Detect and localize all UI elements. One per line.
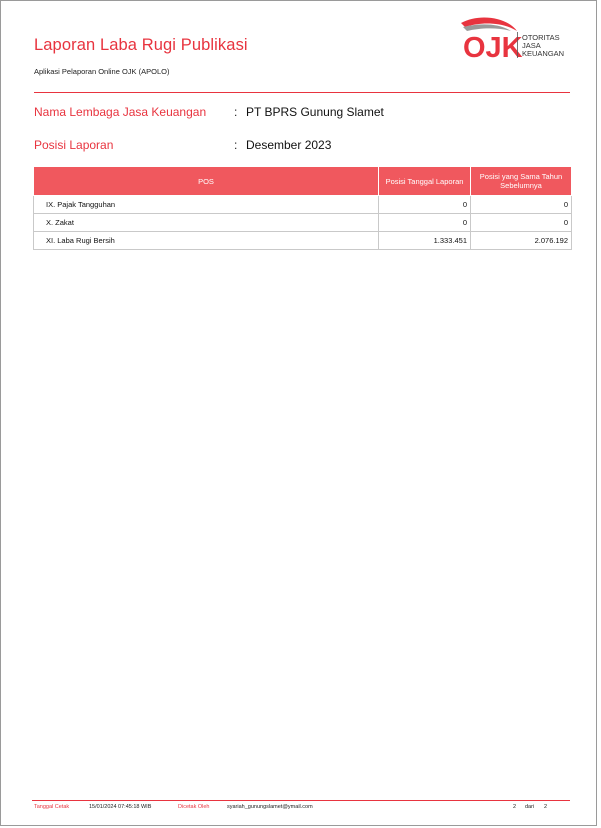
ojk-logo-line-1: OTORITAS: [522, 33, 560, 42]
table-row: [34, 214, 572, 232]
income-statement-table: [33, 166, 572, 250]
page-number-current: 2: [513, 804, 517, 810]
institution-name-value: PT BPRS Gunung Slamet: [246, 105, 384, 119]
institution-name-label: Nama Lembaga Jasa Keuangan: [34, 105, 207, 119]
ojk-logo-mark: OJK: [463, 32, 523, 63]
column-header-previous: Posisi yang Sama Tahun Sebelumnya: [471, 167, 572, 196]
column-header-pos: POS: [34, 167, 379, 196]
ojk-logo-line-3: KEUANGAN: [522, 49, 565, 58]
print-date-value: 15/01/2024 07:45:18 WIB: [89, 804, 152, 810]
page-number-separator: dari: [525, 804, 535, 810]
report-position-value: Desember 2023: [246, 138, 332, 152]
report-subtitle: Aplikasi Pelaporan Online OJK (APOLO): [34, 67, 170, 76]
header-divider: [34, 92, 570, 93]
row-current-value: 0: [379, 214, 471, 232]
report-position-label: Posisi Laporan: [34, 138, 114, 152]
row-pos-name: IX. Pajak Tangguhan: [34, 196, 379, 214]
row-pos-name: X. Zakat: [34, 214, 379, 232]
ojk-logo-line-2: JASA: [522, 41, 541, 50]
table-row: [34, 232, 572, 250]
row-previous-value: 2.076.192: [471, 232, 572, 250]
row-previous-value: 0: [471, 214, 572, 232]
report-position-colon: :: [234, 138, 238, 152]
institution-name-colon: :: [234, 105, 238, 119]
print-date-label: Tanggal Cetak: [34, 804, 70, 810]
page-number-total: 2: [544, 804, 548, 810]
footer-divider: [32, 800, 570, 801]
table-row: [34, 196, 572, 214]
row-current-value: 1.333.451: [379, 232, 471, 250]
row-current-value: 0: [379, 196, 471, 214]
row-previous-value: 0: [471, 196, 572, 214]
column-header-current: Posisi Tanggal Laporan: [379, 167, 471, 196]
printed-by-label: Dicetak Oleh: [178, 804, 210, 810]
printed-by-value: syariah_gunungslamet@ymail.com: [227, 804, 313, 810]
table-header-row: [34, 167, 572, 196]
report-title: Laporan Laba Rugi Publikasi: [34, 36, 248, 54]
row-pos-name: XI. Laba Rugi Bersih: [34, 232, 379, 250]
ojk-logo: [459, 15, 574, 63]
